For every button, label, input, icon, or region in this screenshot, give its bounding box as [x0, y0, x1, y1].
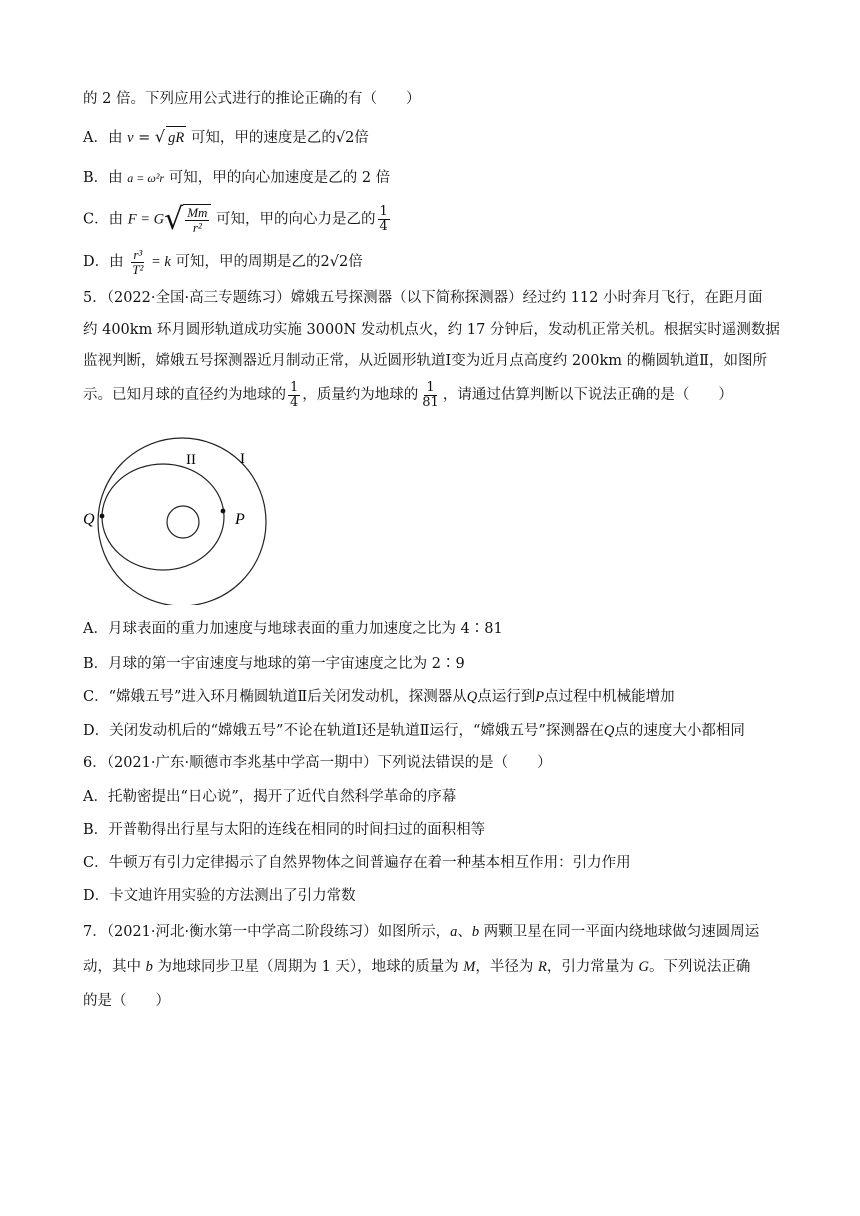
q5-option-d[interactable] — [83, 720, 780, 742]
q6-option-a[interactable]: A．托勒密提出“日心说”，揭开了近代自然科学革命的序幕 — [83, 789, 457, 805]
stem-text: ，半径为 — [475, 959, 538, 975]
formula-sqrt — [164, 201, 211, 237]
point-p-dot — [221, 509, 226, 514]
formula-radicand: gR — [166, 126, 186, 149]
option-text: 点运行到 — [477, 689, 536, 705]
option-text: 可知，甲的速度是乙的 — [190, 130, 336, 146]
moon-circle — [167, 506, 199, 538]
q6-option-c[interactable]: C．牛顿万有引力定律揭示了自然界物体之间普遍存在着一种基本相互作用：引力作用 — [83, 855, 631, 871]
formula-eq: = — [133, 130, 155, 146]
formula: a = ω²r — [127, 171, 165, 185]
formula-numerator: Mm — [187, 205, 208, 220]
radius-symbol: R — [537, 959, 547, 975]
point-q-dot — [100, 514, 105, 519]
q6-option-d[interactable]: D．卡文迪许用实验的方法测出了引力常数 — [83, 888, 356, 904]
option-text: D．关闭发动机后的“嫦娥五号”不论在轨道Ⅰ还是轨道Ⅱ运行，“嫦娥五号”探测器在 — [83, 723, 604, 739]
gravity-constant-symbol: G — [638, 959, 649, 975]
option-unit: 倍 — [348, 254, 363, 270]
q7-stem-line3: 的是（ ） — [83, 993, 170, 1009]
label-orbit-i: I — [240, 451, 245, 467]
q7-stem-line1 — [83, 921, 780, 943]
fraction-denominator: 4 — [290, 394, 299, 410]
fraction-numerator: 1 — [290, 379, 299, 395]
q4-option-a[interactable] — [83, 126, 780, 149]
option-label: B．由 — [83, 170, 123, 186]
q4-option-c[interactable] — [83, 201, 780, 237]
separator: 、 — [457, 924, 472, 940]
formula-lhs: F = G — [127, 211, 165, 228]
fraction-denominator: 4 — [379, 219, 388, 234]
label-point-p: P — [235, 511, 245, 528]
satellite-a: a — [450, 924, 458, 940]
stem-text: 为地球同步卫星（周期为 1 天），地球的质量为 — [152, 959, 464, 975]
option-text: 点过程中机械能增加 — [544, 689, 675, 705]
q5-stem-line1: 5．（2022·全国·高三专题练习）嫦娥五号探测器（以下简称探测器）经过约 112 小时奔月飞行，在距月面 — [83, 290, 763, 306]
satellite-b: b — [471, 924, 480, 940]
option-unit: 倍 — [354, 130, 369, 146]
q7-stem-line2 — [83, 956, 780, 978]
stem-text: ，引力常量为 — [546, 959, 639, 975]
label-orbit-ii: II — [186, 452, 196, 468]
option-value: 2√2 — [320, 254, 349, 270]
option-text: 点的速度大小都相同 — [614, 723, 745, 739]
radical-sign: √ — [154, 127, 166, 146]
fraction-numerator: 1 — [426, 379, 435, 395]
q5-option-c[interactable] — [83, 686, 780, 708]
option-text: C．“嫦娥五号”进入环月椭圆轨道Ⅱ后关闭发动机，探测器从 — [83, 689, 467, 705]
option-text: 可知，甲的周期是乙的 — [175, 254, 321, 270]
q5-stem-line2: 约 400km 环月圆形轨道成功实施 3000N 发动机点火，约 17 分钟后，发动机正常关机。根据实时遥测数据 — [83, 322, 780, 338]
q6-stem: 6．（2021·广东·顺德市李兆基中学高一期中）下列说法错误的是（ ） — [83, 755, 552, 771]
option-value: √2 — [335, 130, 355, 146]
formula-numerator: r³ — [133, 246, 143, 262]
point-q-ref: Q — [466, 689, 478, 705]
stem-text: ，请通过估算判断以下说法正确的是（ ） — [442, 387, 733, 403]
q4-option-b[interactable] — [83, 167, 780, 189]
mass-symbol: M — [463, 959, 476, 975]
elliptical-orbit-ii — [102, 464, 224, 570]
radical-sign: √ — [164, 201, 184, 237]
stem-text: ，质量约为地球的 — [302, 387, 419, 403]
satellite-b: b — [145, 959, 153, 975]
option-text: 可知，甲的向心力是乙的 — [216, 211, 376, 228]
formula-lhs: v — [127, 130, 134, 146]
stem-text: 动，其中 — [83, 959, 146, 975]
q4-stem-tail: 的 2 倍。下列应用公式进行的推论正确的有（ ） — [83, 91, 421, 107]
point-q-ref: Q — [603, 723, 615, 739]
fraction-numerator: 1 — [379, 204, 388, 219]
point-p-ref: P — [535, 689, 545, 705]
formula-denominator: T² — [132, 261, 144, 277]
q6-option-b[interactable]: B．开普勒得出行星与太阳的连线在相同的时间扫过的面积相等 — [83, 822, 486, 838]
label-point-q: Q — [83, 511, 95, 528]
formula-denominator: r² — [192, 220, 202, 235]
q5-option-b[interactable]: B．月球的第一宇宙速度与地球的第一宇宙速度之比为 2∶9 — [83, 656, 465, 672]
option-label: A．由 — [83, 130, 123, 146]
orbit-diagram — [80, 395, 280, 605]
q4-option-d[interactable] — [83, 247, 780, 277]
stem-text: 。下列说法正确 — [648, 959, 751, 975]
stem-text: 示。已知月球的直径约为地球的 — [83, 387, 286, 403]
option-label: C．由 — [83, 211, 124, 228]
fraction-denominator: 81 — [422, 394, 439, 410]
option-text: 可知，甲的向心加速度是乙的 2 倍 — [168, 170, 391, 186]
stem-text: 7．（2021·河北·衡水第一中学高二阶段练习）如图所示， — [83, 924, 451, 940]
q5-option-a[interactable]: A．月球表面的重力加速度与地球表面的重力加速度之比为 4∶81 — [83, 621, 503, 637]
q5-stem-line3: 监视判断，嫦娥五号探测器近月制动正常，从近圆形轨道Ⅰ变为近月点高度约 200km 的椭圆轨道Ⅱ，如图所 — [83, 353, 768, 369]
stem-text: 两颗卫星在同一平面内绕地球做匀速圆周运 — [479, 924, 760, 940]
option-label: D．由 — [83, 254, 124, 270]
formula-rhs: = k — [147, 254, 171, 270]
